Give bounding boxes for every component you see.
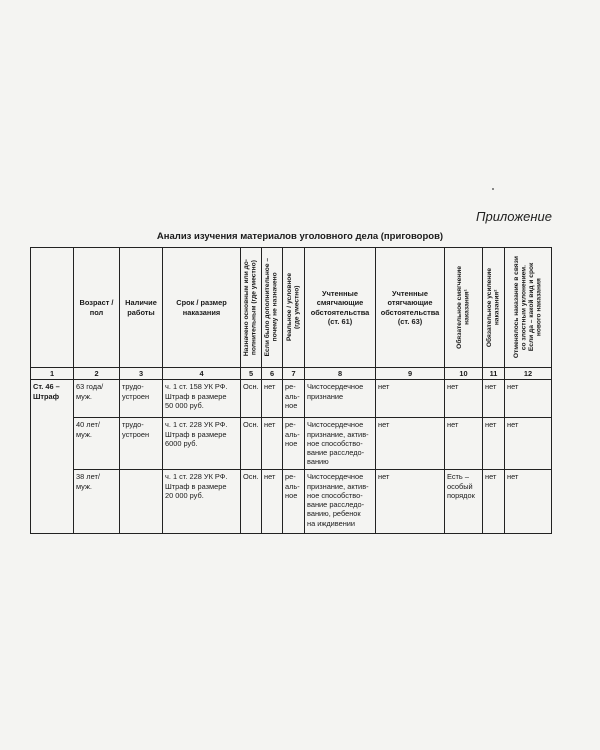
article-cell: Ст. 46 – Штраф — [31, 380, 74, 534]
column-number-row — [31, 368, 552, 380]
work-cell — [120, 470, 163, 534]
mandatory-aggravation-cell: нет — [483, 380, 505, 418]
real-cell: ре- аль- ное — [283, 470, 305, 534]
analysis-table — [30, 247, 552, 534]
header-mitigating: Учтенные смягчающие обстоятельства (ст. 61) — [305, 248, 376, 368]
term-cell: ч. 1 ст. 228 УК РФ. Штраф в размере 6000 руб. — [163, 418, 241, 470]
column-number: 5 — [241, 368, 262, 380]
real-cell: ре- аль- ное — [283, 418, 305, 470]
column-number: 1 — [31, 368, 74, 380]
column-number: 4 — [163, 368, 241, 380]
table-row — [31, 380, 552, 418]
additional-cell: нет — [262, 470, 283, 534]
aggravating-cell: нет — [376, 418, 445, 470]
age-sex-cell: 40 лет/ муж. — [74, 418, 120, 470]
work-cell: трудо- устроен — [120, 418, 163, 470]
header-additional-reason: Если было дополнительное – почему не назначено — [262, 248, 283, 368]
aggravating-cell: нет — [376, 380, 445, 418]
table-title: Анализ изучения материалов уголовного дела (приговоров) — [156, 231, 444, 242]
table-row — [31, 418, 552, 470]
header-main-or-additional: Назначено основным или до- полнительным (где уместно) — [241, 248, 262, 368]
aggravating-cell: нет — [376, 470, 445, 534]
mandatory-aggravation-cell: нет — [483, 418, 505, 470]
header-term: Срок / размер наказания — [163, 248, 241, 368]
mitigating-cell: Чистосердечное признание, актив- ное способство- вание расследо- ванию, ребенок на иждивении — [305, 470, 376, 534]
cancellation-cell: нет — [505, 470, 552, 534]
table-row — [31, 470, 552, 534]
column-number: 12 — [505, 368, 552, 380]
mandatory-mitigation-cell: нет — [445, 418, 483, 470]
cancellation-cell: нет — [505, 380, 552, 418]
column-number: 2 — [74, 368, 120, 380]
mandatory-aggravation-cell: нет — [483, 470, 505, 534]
header-mandatory-aggravation: Обязательное усиление наказания² — [483, 248, 505, 368]
column-number: 11 — [483, 368, 505, 380]
mitigating-cell: Чистосердечное признание — [305, 380, 376, 418]
term-cell: ч. 1 ст. 158 УК РФ. Штраф в размере 50 000 руб. — [163, 380, 241, 418]
column-number: 8 — [305, 368, 376, 380]
main-cell: Осн. — [241, 418, 262, 470]
term-cell: ч. 1 ст. 228 УК РФ. Штраф в размере 20 000 руб. — [163, 470, 241, 534]
header-work: Наличие работы — [120, 248, 163, 368]
header-aggravating: Учтенные отягчающие обстоятельства (ст. 63) — [376, 248, 445, 368]
main-cell: Осн. — [241, 470, 262, 534]
column-number: 3 — [120, 368, 163, 380]
additional-cell: нет — [262, 380, 283, 418]
column-number: 6 — [262, 368, 283, 380]
header-mandatory-mitigation: Обязательное смягчение наказания¹ — [445, 248, 483, 368]
mitigating-cell: Чистосердечное признание, актив- ное способство- вание расследо- ванию — [305, 418, 376, 470]
column-number: 10 — [445, 368, 483, 380]
column-number: 9 — [376, 368, 445, 380]
cancellation-cell: нет — [505, 418, 552, 470]
age-sex-cell: 38 лет/ муж. — [74, 470, 120, 534]
header-age-sex: Возраст / пол — [74, 248, 120, 368]
work-cell: трудо- устроен — [120, 380, 163, 418]
real-cell: ре- аль- ное — [283, 380, 305, 418]
age-sex-cell: 63 года/ муж. — [74, 380, 120, 418]
header-col-1 — [31, 248, 74, 368]
column-number: 7 — [283, 368, 305, 380]
main-cell: Осн. — [241, 380, 262, 418]
additional-cell: нет — [262, 418, 283, 470]
appendix-label: Приложение — [476, 209, 552, 224]
mandatory-mitigation-cell: Есть – особый порядок — [445, 470, 483, 534]
header-cancellation: Отменялось наказание в связи со злостным уклонением. Если да – какой вид и срок нового наказания — [505, 248, 552, 368]
mandatory-mitigation-cell: нет — [445, 380, 483, 418]
header-row — [31, 248, 552, 368]
scan-speck — [492, 188, 494, 190]
header-real-conditional: Реальное / условное (где уместно) — [283, 248, 305, 368]
